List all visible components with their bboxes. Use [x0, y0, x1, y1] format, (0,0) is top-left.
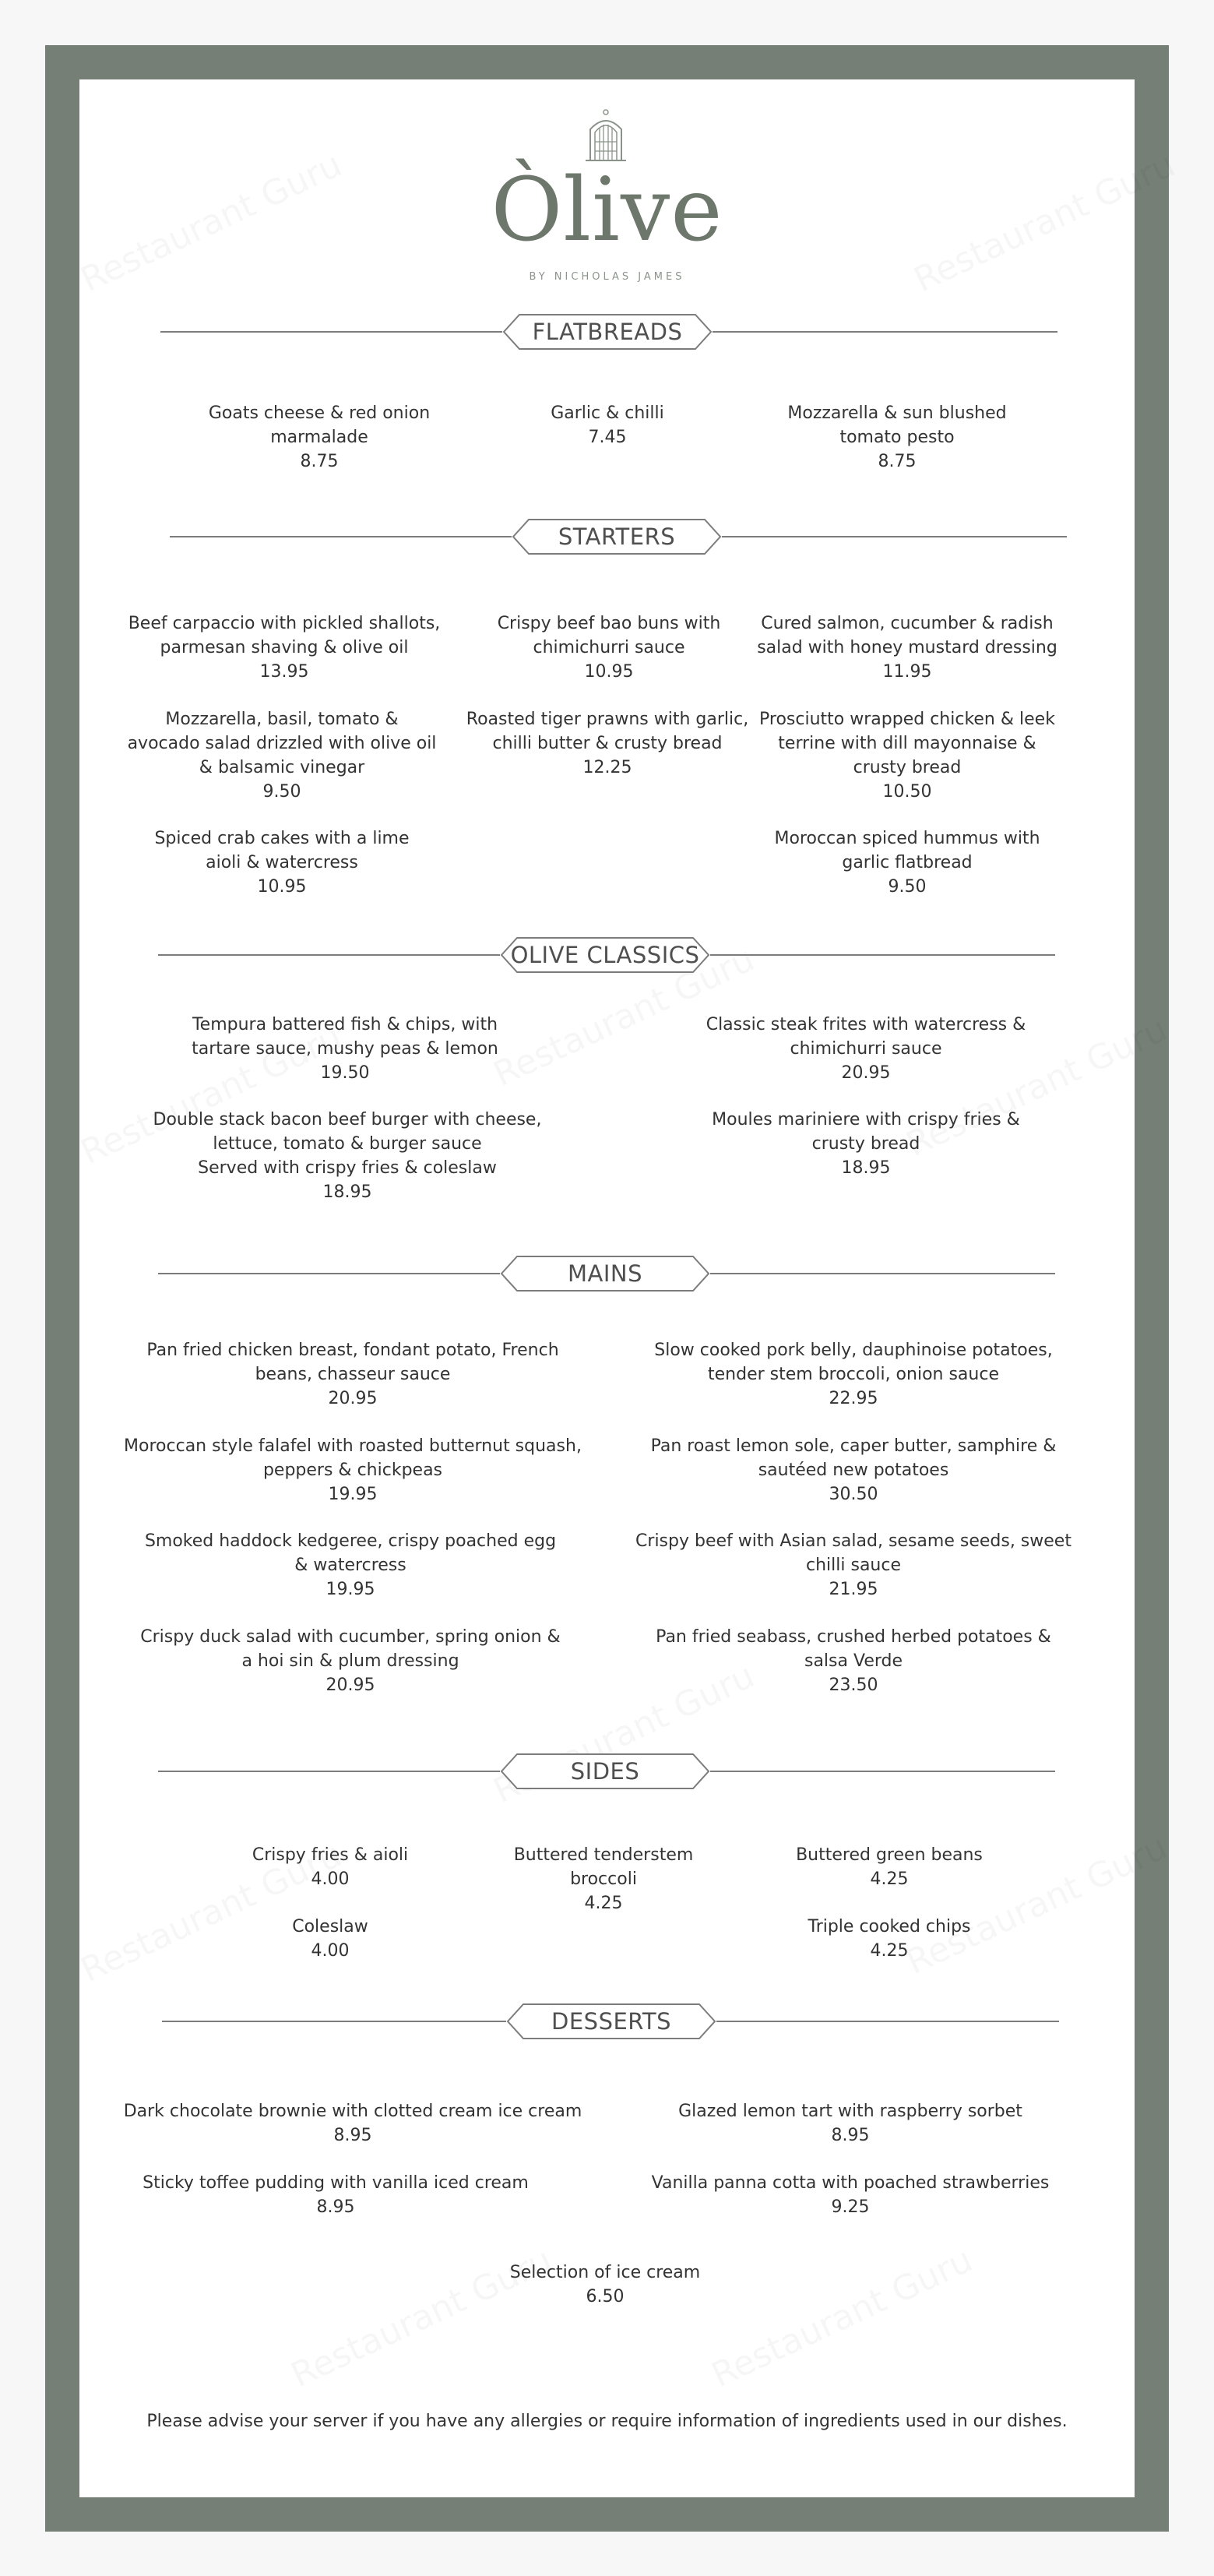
menu-item: [674, 611, 1141, 684]
menu-item-price: 4.25: [870, 1869, 909, 1889]
divider-line: [716, 2021, 1059, 2022]
sides-divider: [0, 1751, 1214, 1792]
menu-item-name: Coleslaw: [292, 1917, 368, 1936]
classics-divider: [0, 935, 1214, 975]
menu-item: [632, 1108, 1100, 1180]
menu-item-price: 8.95: [316, 2197, 355, 2217]
classics-banner: [500, 935, 710, 975]
menu-item-name: chimichurri sauce: [533, 638, 685, 657]
menu-item-name: Crispy fries & aioli: [252, 1845, 409, 1865]
menu-item-name: tartare sauce, mushy peas & lemon: [192, 1039, 498, 1059]
menu-item-name: Served with crispy fries & coleslaw: [198, 1158, 497, 1178]
menu-item: [111, 1013, 579, 1085]
menu-item: [674, 707, 1141, 804]
divider-line: [158, 954, 500, 956]
menu-item-price: 10.50: [882, 782, 932, 802]
divider-line: [158, 1771, 500, 1772]
desserts-banner: [506, 2001, 716, 2042]
menu-item-name: Mozzarella & sun blushed: [787, 403, 1007, 423]
menu-item: [97, 1915, 564, 1963]
menu-item-name: Buttered tenderstem: [513, 1845, 694, 1865]
menu-item-name: Tempura battered fish & chips, with: [192, 1015, 498, 1034]
menu-item: [119, 1338, 586, 1411]
menu-item: [117, 1625, 584, 1697]
menu-item-price: 19.95: [325, 1580, 375, 1599]
menu-item-price: 10.95: [257, 877, 307, 897]
brand-name: Òlive: [491, 160, 723, 261]
menu-item: [117, 1529, 584, 1602]
starters-divider: [0, 516, 1214, 557]
menu-item-name: marmalade: [270, 428, 368, 447]
menu-item-name: Moules mariniere with crispy fries &: [712, 1110, 1020, 1129]
menu-item-name: Crispy beef bao buns with: [497, 614, 721, 633]
menu-item-price: 9.50: [262, 782, 301, 802]
menu-item-price: 4.25: [870, 1941, 909, 1961]
menu-item-name: garlic flatbread: [842, 853, 973, 872]
menu-item-price: 4.00: [311, 1869, 350, 1889]
menu-item-name: sautéed new potatoes: [758, 1461, 949, 1480]
menu-item-name: Classic steak frites with watercress &: [706, 1015, 1026, 1034]
menu-item-name: lettuce, tomato & burger sauce: [213, 1134, 482, 1154]
menu-item-name: Pan fried seabass, crushed herbed potatoes &: [656, 1627, 1051, 1647]
divider-line: [158, 1273, 500, 1274]
starters-title: STARTERS: [558, 523, 676, 550]
menu-item-price: 8.75: [300, 452, 339, 471]
menu-item-name: Crispy duck salad with cucumber, spring onion &: [140, 1627, 561, 1647]
menu-item-name: & watercress: [294, 1556, 406, 1575]
menu-item: [620, 1338, 1087, 1411]
menu-item-price: 4.25: [584, 1894, 623, 1913]
menu-item-name: Crispy beef with Asian salad, sesame seeds, sweet: [635, 1531, 1071, 1551]
mains-divider: [0, 1253, 1214, 1294]
menu-item-name: terrine with dill mayonnaise &: [778, 734, 1036, 753]
divider-line: [713, 331, 1057, 333]
menu-item-name: Garlic & chilli: [551, 403, 664, 423]
menu-item: [663, 401, 1131, 474]
menu-item: [119, 2099, 586, 2148]
menu-item-name: Moroccan style falafel with roasted butternut squash,: [124, 1436, 582, 1456]
divider-line: [162, 2021, 506, 2022]
menu-item: [48, 826, 516, 899]
mains-title: MAINS: [567, 1260, 642, 1287]
menu-item-name: beans, chasseur sauce: [255, 1365, 451, 1384]
menu-item-price: 30.50: [829, 1485, 878, 1504]
menu-item-name: Vanilla panna cotta with poached strawberries: [651, 2173, 1050, 2193]
menu-item: [620, 1529, 1087, 1602]
menu-item-price: 21.95: [829, 1580, 878, 1599]
menu-item-price: 9.25: [831, 2197, 870, 2217]
menu-item: [620, 1625, 1087, 1697]
menu-item-name: & balsamic vinegar: [199, 758, 365, 777]
menu-item-price: 8.75: [878, 452, 917, 471]
menu-item-name: Sticky toffee pudding with vanilla iced cream: [143, 2173, 529, 2193]
brand-subtitle: BY NICHOLAS JAMES: [529, 271, 685, 283]
menu-item-price: 18.95: [322, 1182, 372, 1202]
menu-item-name: Dark chocolate brownie with clotted cream ice cream: [123, 2102, 582, 2121]
menu-item: [632, 1013, 1100, 1085]
menu-item-price: 12.25: [582, 758, 632, 777]
menu-item-name: Cured salmon, cucumber & radish: [761, 614, 1054, 633]
menu-item-name: Spiced crab cakes with a lime: [154, 829, 410, 848]
sides-banner: [500, 1751, 710, 1792]
gate-logo-icon: [582, 107, 629, 162]
divider-line: [170, 536, 512, 537]
menu-item-price: 22.95: [829, 1389, 878, 1408]
menu-item-name: broccoli: [570, 1869, 637, 1889]
menu-item-price: 10.95: [584, 662, 634, 682]
desserts-divider: [0, 2001, 1214, 2042]
menu-item-name: a hoi sin & plum dressing: [241, 1651, 459, 1671]
menu-item-price: 7.45: [588, 428, 627, 447]
menu-item-name: Triple cooked chips: [808, 1917, 971, 1936]
menu-item: [656, 1843, 1123, 1891]
menu-item-name: Smoked haddock kedgeree, crispy poached egg: [144, 1531, 557, 1551]
starters-banner: [512, 516, 722, 557]
menu-item-price: 13.95: [259, 662, 309, 682]
menu-item-price: 8.95: [333, 2126, 372, 2145]
menu-item-name: Glazed lemon tart with raspberry sorbet: [678, 2102, 1022, 2121]
menu-item-price: 20.95: [841, 1063, 891, 1083]
menu-item-name: salsa Verde: [804, 1651, 903, 1671]
menu-item-name: Pan roast lemon sole, caper butter, samphire &: [650, 1436, 1057, 1456]
menu-item: [119, 1434, 586, 1506]
menu-item-name: salad with honey mustard dressing: [757, 638, 1057, 657]
menu-item-name: Buttered green beans: [796, 1845, 983, 1865]
menu-item-name: avocado salad drizzled with olive oil: [127, 734, 437, 753]
menu-item: [617, 2099, 1084, 2148]
menu-item-price: 18.95: [841, 1158, 891, 1178]
menu-item-name: chilli butter & crusty bread: [492, 734, 723, 753]
desserts-title: DESSERTS: [551, 2008, 671, 2035]
menu-item-name: Selection of ice cream: [509, 2263, 701, 2282]
menu-item: [656, 1915, 1123, 1963]
flatbreads-divider: [0, 312, 1214, 352]
menu-item-name: tomato pesto: [839, 428, 955, 447]
menu-item-name: Goats cheese & red onion: [208, 403, 431, 423]
menu-item-name: Double stack bacon beef burger with cheese,: [153, 1110, 542, 1129]
menu-item: [620, 1434, 1087, 1506]
menu-item-name: Beef carpaccio with pickled shallots,: [128, 614, 441, 633]
flatbreads-banner: [502, 312, 713, 352]
menu-item-name: Moroccan spiced hummus with: [774, 829, 1040, 848]
menu-item-name: peppers & chickpeas: [262, 1461, 443, 1480]
menu-item-name: chimichurri sauce: [790, 1039, 942, 1059]
menu-item-price: 11.95: [882, 662, 932, 682]
menu-item-price: 23.50: [829, 1676, 878, 1695]
divider-line: [710, 1771, 1055, 1772]
menu-item-name: parmesan shaving & olive oil: [160, 638, 409, 657]
allergy-notice: Please advise your server if you have any allergies or require information of ingredients used in our dishes.: [146, 2412, 1068, 2431]
menu-item-name: chilli sauce: [806, 1556, 901, 1575]
menu-item: [371, 2261, 839, 2309]
menu-item: [102, 2171, 569, 2219]
menu-item-name: Roasted tiger prawns with garlic,: [466, 710, 749, 729]
menu-item-price: 19.50: [320, 1063, 370, 1083]
menu-item-name: crusty bread: [811, 1134, 920, 1154]
menu-item-price: 19.95: [328, 1485, 378, 1504]
menu-item-name: Prosciutto wrapped chicken & leek: [759, 710, 1055, 729]
menu-item: [617, 2171, 1084, 2219]
menu-item-price: 20.95: [325, 1676, 375, 1695]
menu-item: [674, 826, 1141, 899]
menu-item-name: aioli & watercress: [206, 853, 358, 872]
menu-item-price: 9.50: [888, 877, 927, 897]
menu-item-name: tender stem broccoli, onion sauce: [708, 1365, 999, 1384]
divider-line: [722, 536, 1067, 537]
mains-banner: [500, 1253, 710, 1294]
classics-title: OLIVE CLASSICS: [510, 942, 700, 968]
menu-item-price: 20.95: [328, 1389, 378, 1408]
flatbreads-title: FLATBREADS: [532, 319, 683, 345]
menu-item-name: Slow cooked pork belly, dauphinoise potatoes,: [654, 1341, 1053, 1360]
menu-item-price: 8.95: [831, 2126, 870, 2145]
menu-item-name: Pan fried chicken breast, fondant potato, French: [146, 1341, 559, 1360]
divider-line: [160, 331, 502, 333]
menu-item-name: Mozzarella, basil, tomato &: [165, 710, 399, 729]
menu-item-price: 4.00: [311, 1941, 350, 1961]
sides-title: SIDES: [570, 1758, 640, 1785]
menu-item-name: crusty bread: [853, 758, 962, 777]
menu-item: [114, 1108, 581, 1204]
menu-item-price: 6.50: [586, 2287, 625, 2306]
divider-line: [710, 1273, 1055, 1274]
divider-line: [710, 954, 1055, 956]
